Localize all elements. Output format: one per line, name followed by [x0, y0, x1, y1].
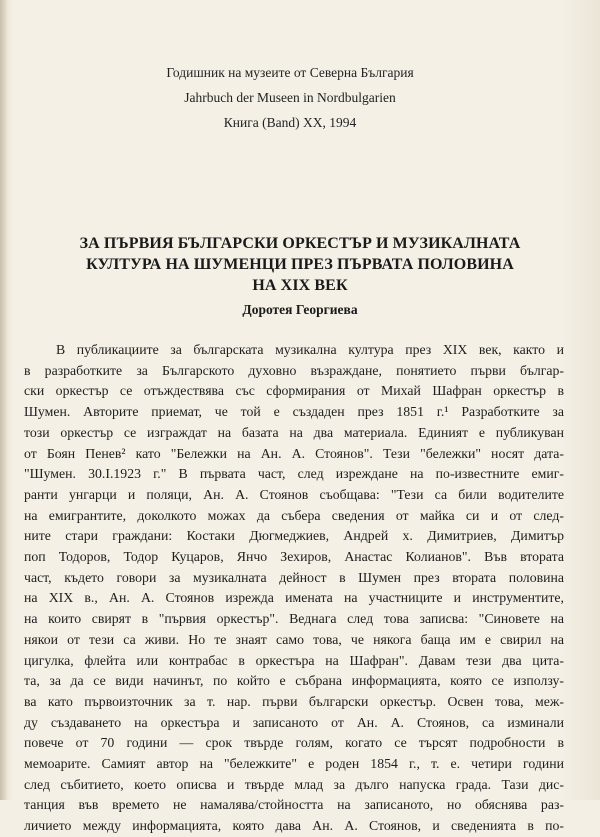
body-line: ранти унгарци и поляци, Ан. А. Стоянов съобщава: "Тези са били водителите — [24, 486, 564, 502]
body-line: някои от тези са живи. Но те знаят само това, че някога баща им е свирил на — [24, 631, 564, 647]
article-title-line: НА XIX ВЕК — [252, 277, 348, 294]
body-line: част, където говори за музикалната дейност в Шумен през втората половина — [24, 569, 564, 585]
article-body — [24, 340, 564, 837]
body-line: ду създаването на оркестъра и записаното от Ан. А. Стоянов, са изминали — [24, 714, 564, 730]
body-line: танция във времето не намалява/стойността на записаното, но обяснява раз- — [24, 797, 564, 813]
body-line: от Боян Пенев² като "Бележки на Ан. А. Стоянов". Тези "бележки" носят дата- — [24, 445, 564, 461]
body-line: ва като първоизточник за т. нар. първи български оркестър. Освен това, меж- — [24, 693, 564, 709]
body-line: след събитието, което описва и твърде млад за дълго напуска града. Тази дис- — [24, 776, 564, 792]
body-line: цигулка, флейта или контрабас в оркестъра на Шафран". Давам тези два цита- — [24, 652, 564, 668]
body-line: Шумен. Авторите приемат, че той е създаден през 1851 г.¹ Разработките за — [24, 404, 564, 420]
article-author: Доротея Георгиева — [242, 302, 358, 317]
body-line: на XIX в., Ан. А. Стоянов изрежда имената на участниците и инструментите, — [24, 590, 564, 606]
body-line: на емигрантите, доколкото можах да събера сведения от майка си и от след- — [24, 507, 564, 523]
body-line: В публикациите за българската музикална култура през XIX век, както и — [56, 342, 564, 357]
body-line: на които свирят в "първия оркестър". Веднага след това записва: "Синовете на — [24, 611, 564, 627]
body-line: ски оркестър се отъждествява със сформирания от Михай Шафран оркестър в — [24, 383, 564, 399]
body-line: повече от 70 години — срок твърде голям, когато се търсят подробности в — [24, 735, 564, 751]
body-line: този оркестър се изграждат на базата на два материала. Единият е публикуван — [24, 424, 564, 440]
body-line: личието между информацията, която дава Ан. А. Стоянов, и сведенията в по- — [24, 818, 564, 834]
journal-title-bg: Годишник на музеите от Северна България — [166, 65, 414, 80]
body-line: та, за да се види начинът, по който е събрана информацията, която се използу- — [24, 673, 564, 689]
article-title — [40, 233, 560, 296]
journal-volume: Книга (Band) XX, 1994 — [223, 115, 357, 130]
article-title-line: КУЛТУРА НА ШУМЕНЦИ ПРЕЗ ПЪРВАТА ПОЛОВИНА — [86, 256, 514, 273]
body-line: ните стари граждани: Костаки Дюгмеджиев, Андрей х. Димитриев, Димитър — [24, 528, 564, 544]
article-title-line: ЗА ПЪРВИЯ БЪЛГАРСКИ ОРКЕСТЪР И МУЗИКАЛНАТА — [79, 235, 521, 252]
journal-header — [70, 60, 510, 135]
body-line: поп Тодоров, Тодор Куцаров, Янчо Зехиров, Анастас Колианов". Във втората — [24, 549, 564, 565]
body-line: "Шумен. 30.I.1923 г." В първата част, след изреждане на по-известните емиг- — [24, 466, 564, 482]
body-line: мемоарите. Самият автор на "бележките" е роден 1854 г., т. е. четири години — [24, 756, 564, 772]
body-line: в разработките за Българското духовно възраждане, понятието първи българ- — [24, 362, 564, 378]
journal-title-de: Jahrbuch der Museen in Nordbulgarien — [184, 90, 396, 105]
page-spine-shadow — [0, 0, 8, 800]
